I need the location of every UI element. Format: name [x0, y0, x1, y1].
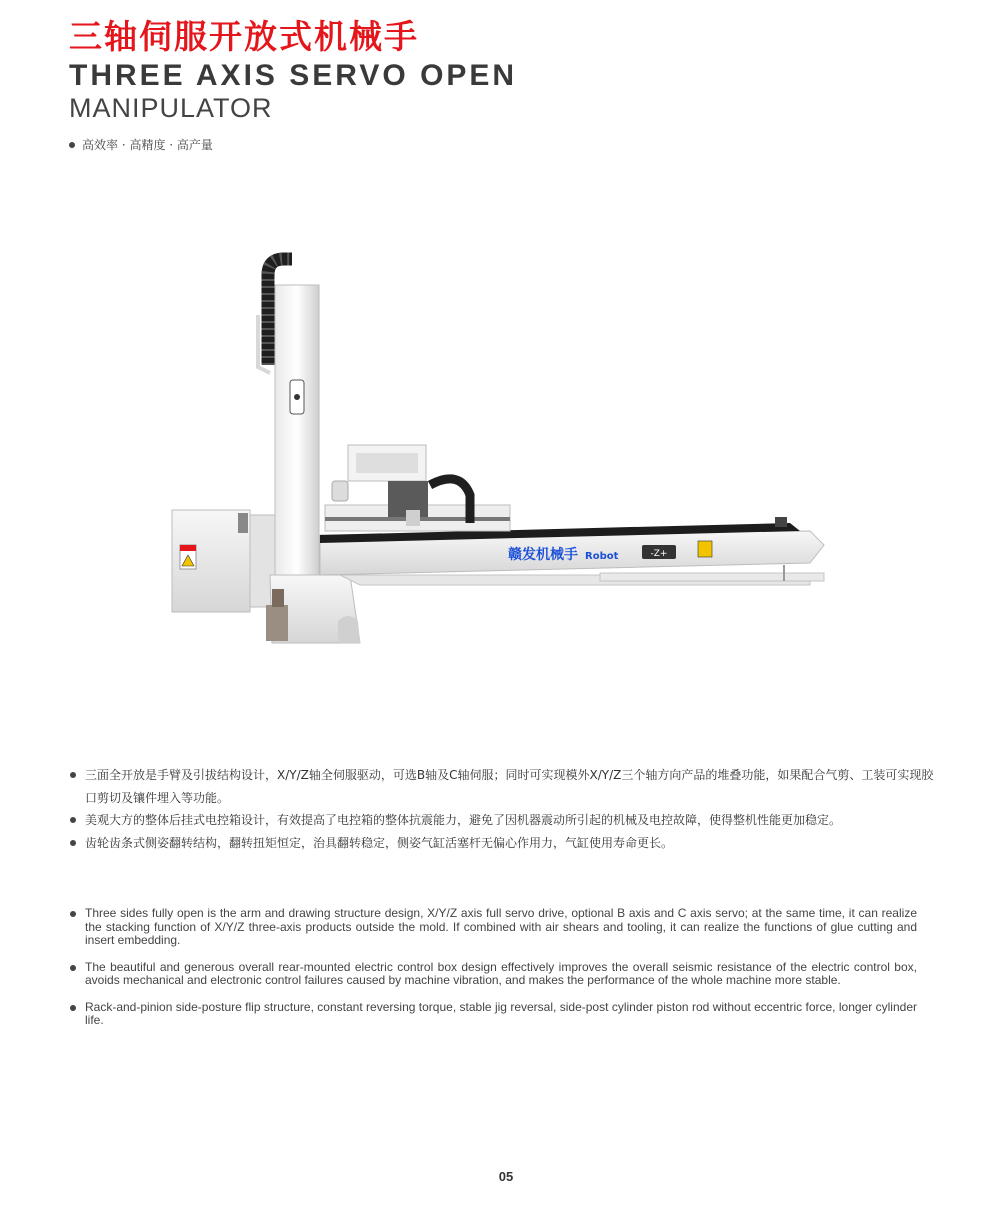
- page-title-en-line1: THREE AXIS SERVO OPEN: [69, 59, 518, 92]
- tagline-text: 高效率 · 高精度 · 高产量: [82, 138, 213, 152]
- axis-label: -Z+: [650, 549, 668, 559]
- vertical-arm: [275, 285, 319, 575]
- bullet-icon: [70, 965, 76, 971]
- list-item: Three sides fully open is the arm and drawing structure design, X/Y/Z axis full servo drive, optional B axis and C axis servo; at the same time, it can realize the stacking function of X/Y/Z three-axis products outside the mold. If combined with air shears and tooling, it can realize the functions of glue cutting and insert embedding.: [69, 907, 917, 948]
- list-item: 三面全开放是手臂及引拔结构设计，X/Y/Z轴全伺服驱动，可选B轴及C轴伺服；同时可实现模外X/Y/Z三个轴方向产品的堆叠功能，如果配合气剪、工装可实现胶口剪切及镶件埋入等功能。: [69, 764, 939, 809]
- page-title-en-line2: MANIPULATOR: [69, 93, 273, 123]
- tagline: [69, 136, 213, 153]
- list-item: The beautiful and generous overall rear-mounted electric control box design effectively improves the overall seismic resistance of the electric control box, avoids mechanical and electronic control failures caused by machine vibration, and makes the performance of the whole machine more stable.: [69, 961, 917, 988]
- list-item: Rack-and-pinion side-posture flip structure, constant reversing torque, stable jig reversal, side-post cylinder piston rod without eccentric force, longer cylinder life.: [69, 1001, 917, 1028]
- manipulator-product-image: [160, 245, 840, 655]
- bullet-icon: [70, 817, 76, 823]
- bullet-icon: [70, 772, 76, 778]
- bullet-icon: [70, 911, 76, 917]
- features-en-list: [69, 907, 917, 1041]
- bullet-icon: [70, 840, 76, 846]
- carriage: [325, 445, 510, 531]
- list-item: 齿轮齿条式侧姿翻转结构，翻转扭矩恒定，治具翻转稳定，侧姿气缸活塞杆无偏心作用力，气缸使用寿命更长。: [69, 832, 939, 855]
- brand-label-suffix: Robot: [585, 551, 619, 562]
- warning-label-icon: [180, 545, 196, 569]
- bullet-icon: [70, 1005, 76, 1011]
- brand-label-text: 赣发机械手: [508, 547, 578, 563]
- list-item: 美观大方的整体后挂式电控箱设计，有效提高了电控箱的整体抗震能力，避免了因机器震动所引起的机械及电控故障，使得整机性能更加稳定。: [69, 809, 939, 832]
- features-cn-list: [69, 764, 939, 854]
- page-title-cn: 三轴伺服开放式机械手: [69, 17, 419, 56]
- bullet-icon: [69, 142, 75, 148]
- page-number: 05: [498, 1169, 514, 1184]
